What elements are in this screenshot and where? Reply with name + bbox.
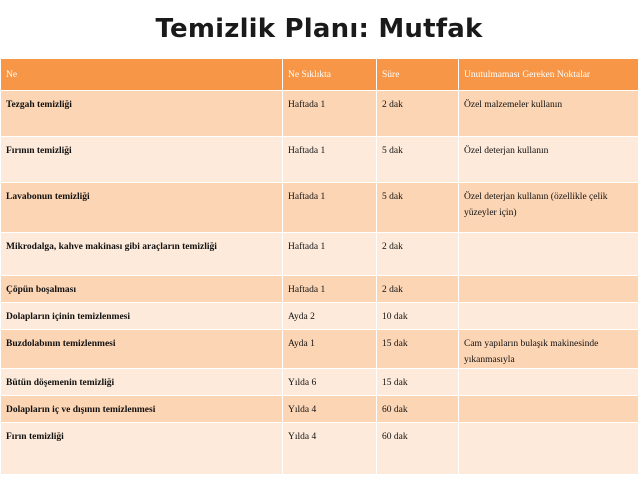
notes-cell: Cam yapıların bulaşık makinesinde yıkanmasıyla	[459, 330, 638, 369]
task-cell: Fırın temizliği	[1, 423, 283, 475]
frequency-cell: Yılda 6	[283, 369, 377, 396]
frequency-cell: Yılda 4	[283, 396, 377, 423]
duration-cell: 2 dak	[377, 91, 459, 137]
frequency-cell: Ayda 2	[283, 303, 377, 330]
frequency-cell: Yılda 4	[283, 423, 377, 475]
table-row	[1, 233, 638, 276]
duration-cell: 2 dak	[377, 233, 459, 276]
notes-cell	[459, 369, 638, 396]
header-duration: Süre	[377, 59, 459, 91]
task-cell: Çöpün boşalması	[1, 276, 283, 303]
notes-cell	[459, 233, 638, 276]
page-title: Temizlik Planı: Mutfak	[155, 14, 483, 44]
table-row	[1, 369, 638, 396]
notes-cell	[459, 303, 638, 330]
duration-cell: 2 dak	[377, 276, 459, 303]
task-cell: Fırının temizliği	[1, 137, 283, 183]
frequency-cell: Haftada 1	[283, 276, 377, 303]
table-row	[1, 423, 638, 475]
notes-cell: Özel malzemeler kullanın	[459, 91, 638, 137]
table-row	[1, 183, 638, 233]
task-cell: Mikrodalga, kahve makinası gibi araçların temizliği	[1, 233, 283, 276]
duration-cell: 15 dak	[377, 369, 459, 396]
duration-cell: 5 dak	[377, 183, 459, 233]
task-cell: Dolapların iç ve dışının temizlenmesi	[1, 396, 283, 423]
frequency-cell: Haftada 1	[283, 183, 377, 233]
frequency-cell: Haftada 1	[283, 137, 377, 183]
notes-cell: Özel deterjan kullanın	[459, 137, 638, 183]
frequency-cell: Ayda 1	[283, 330, 377, 369]
table-row	[1, 91, 638, 137]
task-cell: Lavabonun temizliği	[1, 183, 283, 233]
task-cell: Dolapların içinin temizlenmesi	[1, 303, 283, 330]
table-row	[1, 396, 638, 423]
frequency-cell: Haftada 1	[283, 91, 377, 137]
table-row	[1, 137, 638, 183]
notes-cell	[459, 423, 638, 475]
notes-cell	[459, 396, 638, 423]
notes-cell	[459, 276, 638, 303]
notes-cell: Özel deterjan kullanın (özellikle çelik yüzeyler için)	[459, 183, 638, 233]
duration-cell: 15 dak	[377, 330, 459, 369]
header-notes: Unutulmaması Gereken Noktalar	[459, 59, 638, 91]
header-frequency: Ne Sıklıkta	[283, 59, 377, 91]
table-row	[1, 330, 638, 369]
header-task: Ne	[1, 59, 283, 91]
task-cell: Buzdolabının temizlenmesi	[1, 330, 283, 369]
duration-cell: 5 dak	[377, 137, 459, 183]
table-row	[1, 276, 638, 303]
duration-cell: 10 dak	[377, 303, 459, 330]
table-row	[1, 303, 638, 330]
task-cell: Bütün döşemenin temizliği	[1, 369, 283, 396]
frequency-cell: Haftada 1	[283, 233, 377, 276]
duration-cell: 60 dak	[377, 423, 459, 475]
table-header-row	[1, 59, 638, 91]
duration-cell: 60 dak	[377, 396, 459, 423]
task-cell: Tezgah temizliği	[1, 91, 283, 137]
cleaning-plan-table	[0, 58, 638, 475]
